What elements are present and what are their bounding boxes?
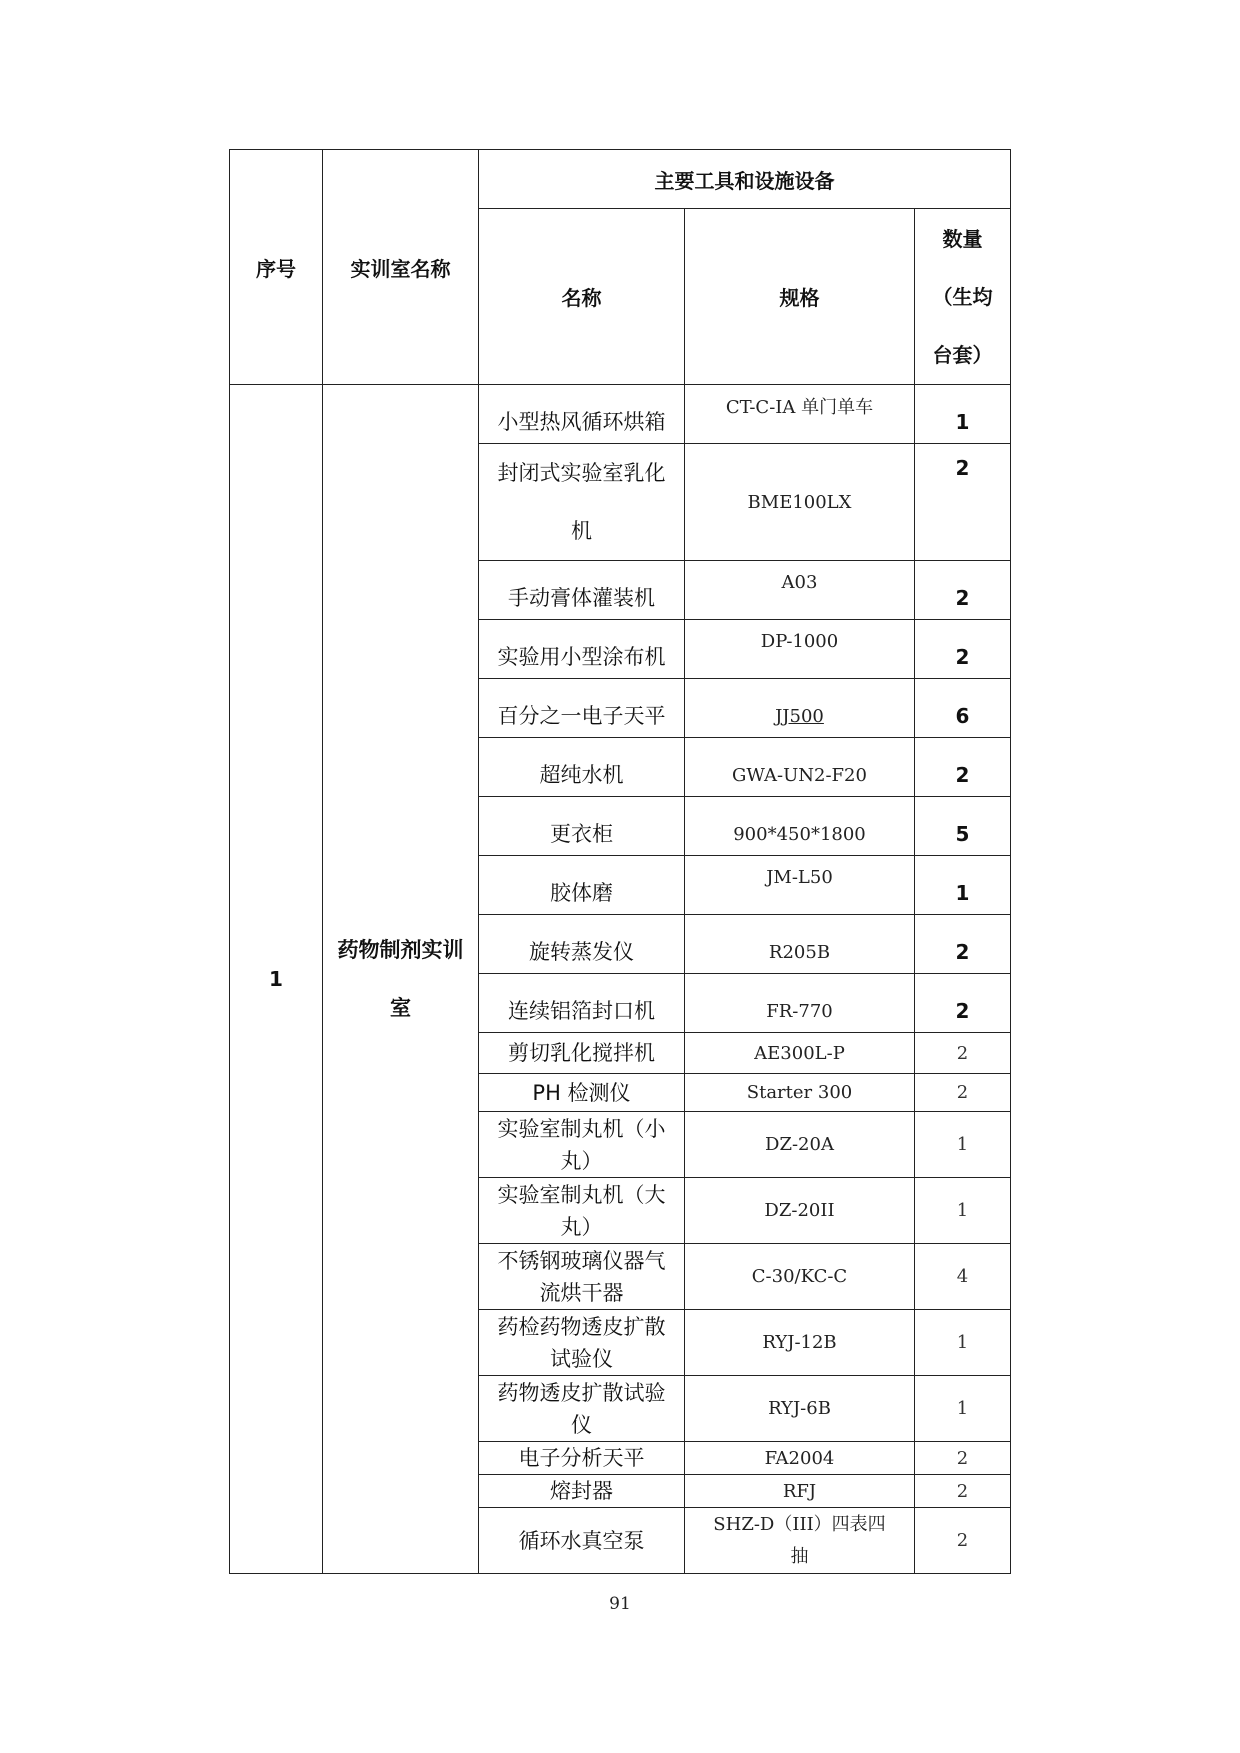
equipment-qty: 1 — [915, 1376, 1011, 1442]
equipment-name: 熔封器 — [479, 1475, 685, 1508]
equipment-spec: SHZ-D（III）四表四 抽 — [685, 1508, 915, 1574]
equipment-name: 实验室制丸机（小 丸） — [479, 1112, 685, 1178]
header-qty-line3: 台套） — [932, 342, 993, 367]
equipment-spec: DZ-20A — [685, 1112, 915, 1178]
equipment-name: 小型热风循环烘箱 — [479, 385, 685, 444]
equipment-qty: 2 — [915, 1033, 1011, 1074]
equipment-qty: 1 — [915, 856, 1011, 915]
equipment-qty: 4 — [915, 1244, 1011, 1310]
equipment-qty: 2 — [915, 1074, 1011, 1112]
equipment-table — [229, 149, 1011, 1574]
equipment-name: PH 检测仪 — [479, 1074, 685, 1112]
equipment-qty: 2 — [915, 738, 1011, 797]
equipment-qty: 2 — [915, 915, 1011, 974]
equipment-name: 旋转蒸发仪 — [479, 915, 685, 974]
header-spec: 规格 — [685, 209, 915, 385]
equipment-qty: 2 — [915, 444, 1011, 561]
room-name-line2: 室 — [390, 996, 411, 1020]
equipment-name: 剪切乳化搅拌机 — [479, 1033, 685, 1074]
equipment-spec: RYJ-6B — [685, 1376, 915, 1442]
equipment-spec: R205B — [685, 915, 915, 974]
equipment-spec: JJ500 — [685, 679, 915, 738]
equipment-name: 电子分析天平 — [479, 1442, 685, 1475]
equipment-name: 不锈钢玻璃仪器气 流烘干器 — [479, 1244, 685, 1310]
header-qty-line1: 数量 — [942, 226, 983, 251]
room-name-line1: 药物制剂实训 — [337, 938, 464, 962]
equipment-name — [479, 444, 685, 561]
header-row-1 — [230, 150, 1011, 209]
equipment-name: 手动膏体灌装机 — [479, 561, 685, 620]
equipment-qty: 2 — [915, 1475, 1011, 1508]
equipment-name: 更衣柜 — [479, 797, 685, 856]
equipment-spec: DZ-20II — [685, 1178, 915, 1244]
equipment-spec: CT-C-IA 单门单车 — [685, 385, 915, 444]
equipment-qty: 2 — [915, 561, 1011, 620]
room-name-cell — [323, 385, 479, 1574]
header-qty — [915, 209, 1011, 385]
equipment-qty: 1 — [915, 1112, 1011, 1178]
header-equipment-group: 主要工具和设施设备 — [479, 150, 1011, 209]
equipment-qty: 5 — [915, 797, 1011, 856]
equipment-qty: 1 — [915, 1178, 1011, 1244]
equipment-spec: BME100LX — [685, 444, 915, 561]
equipment-name-line2: 机 — [571, 519, 592, 543]
equipment-spec: FA2004 — [685, 1442, 915, 1475]
equipment-qty: 6 — [915, 679, 1011, 738]
equipment-qty: 1 — [915, 385, 1011, 444]
equipment-name: 实验用小型涂布机 — [479, 620, 685, 679]
equipment-spec: RFJ — [685, 1475, 915, 1508]
equipment-name: 药检药物透皮扩散 试验仪 — [479, 1310, 685, 1376]
equipment-spec: RYJ-12B — [685, 1310, 915, 1376]
header-qty-line2: （生均 — [932, 284, 993, 309]
header-room-name: 实训室名称 — [323, 150, 479, 385]
page-number: 91 — [609, 1594, 631, 1614]
equipment-name: 循环水真空泵 — [479, 1508, 685, 1574]
equipment-qty: 2 — [915, 1508, 1011, 1574]
equipment-name: 超纯水机 — [479, 738, 685, 797]
equipment-name: 胶体磨 — [479, 856, 685, 915]
equipment-spec: C-30/KC-C — [685, 1244, 915, 1310]
equipment-spec: FR-770 — [685, 974, 915, 1033]
seq-cell: 1 — [230, 385, 323, 1574]
equipment-spec: GWA-UN2-F20 — [685, 738, 915, 797]
equipment-qty: 2 — [915, 974, 1011, 1033]
equipment-spec: AE300L-P — [685, 1033, 915, 1074]
equipment-name: 百分之一电子天平 — [479, 679, 685, 738]
equipment-spec: Starter 300 — [685, 1074, 915, 1112]
equipment-name: 连续铝箔封口机 — [479, 974, 685, 1033]
equipment-name: 实验室制丸机（大 丸） — [479, 1178, 685, 1244]
equipment-qty: 2 — [915, 620, 1011, 679]
equipment-name: 药物透皮扩散试验 仪 — [479, 1376, 685, 1442]
equipment-spec: A03 — [685, 561, 915, 620]
equipment-spec: DP-1000 — [685, 620, 915, 679]
equipment-qty: 1 — [915, 1310, 1011, 1376]
table-row — [230, 385, 1011, 444]
equipment-qty: 2 — [915, 1442, 1011, 1475]
header-seq: 序号 — [230, 150, 323, 385]
header-name: 名称 — [479, 209, 685, 385]
equipment-spec: 900*450*1800 — [685, 797, 915, 856]
equipment-name-line1: 封闭式实验室乳化 — [497, 461, 666, 485]
equipment-spec: JM-L50 — [685, 856, 915, 915]
